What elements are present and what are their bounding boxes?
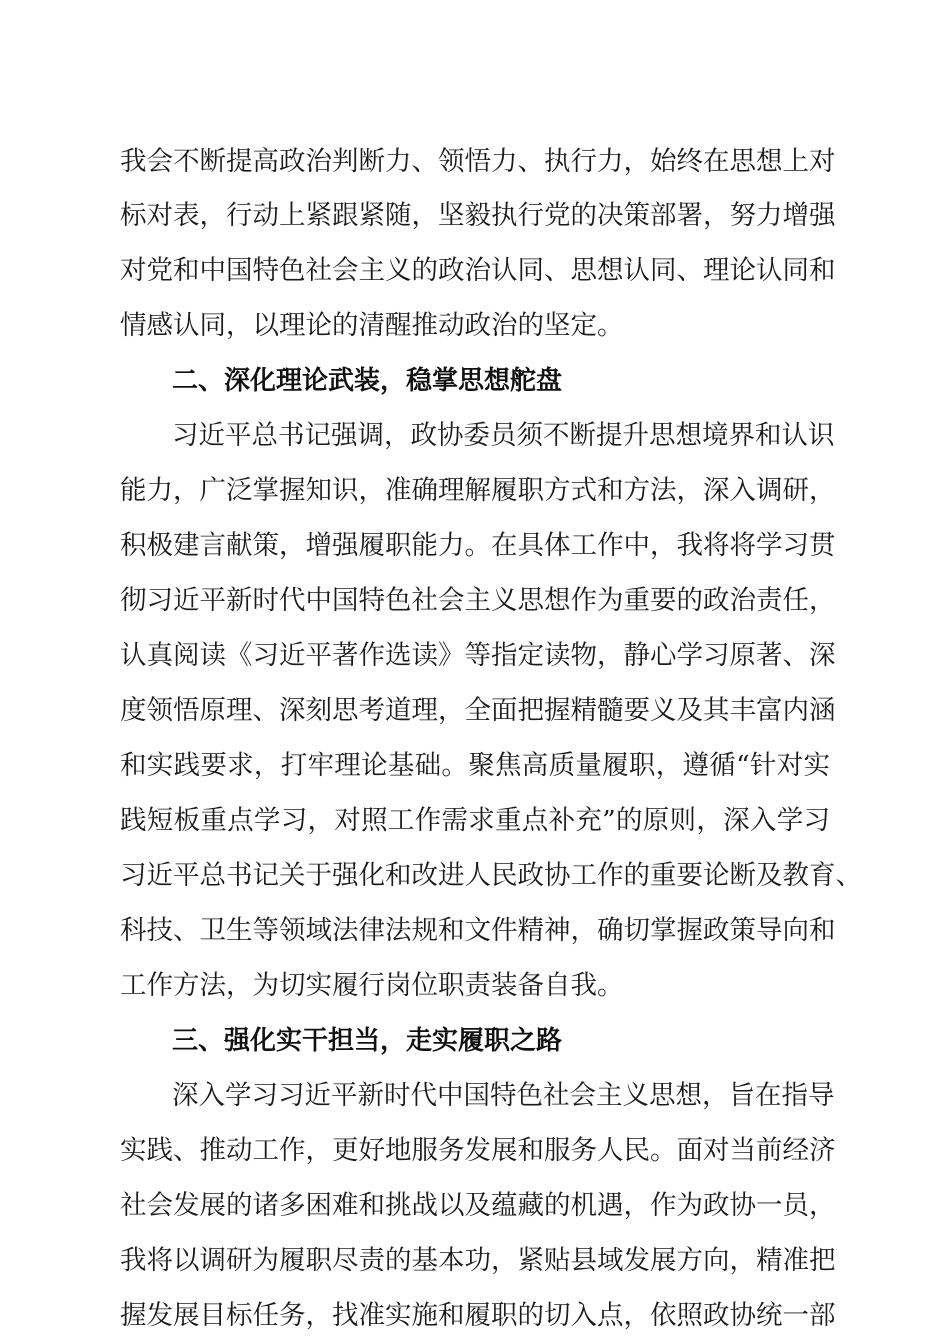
para2-line-5: 认真阅读《习近平著作选读》等指定读物，静心学习原著、深 (120, 640, 836, 671)
para2-line-2: 能力，广泛掌握知识，准确理解履职方式和方法，深入调研， (120, 475, 836, 506)
para1-line-1: 我会不断提高政治判断力、领悟力、执行力，始终在思想上对 (120, 146, 836, 177)
para3-line-1: 深入学习习近平新时代中国特色社会主义思想，旨在指导 (172, 1080, 835, 1111)
para2-line-3: 积极建言献策，增强履职能力。在具体工作中，我将将学习贯 (120, 530, 836, 561)
para2-line-8: 践短板重点学习，对照工作需求重点补充”的原则，深入学习 (120, 805, 830, 836)
para2-line-11: 工作方法，为切实履行岗位职责装备自我。 (120, 970, 624, 1001)
para3-line-3: 社会发展的诸多困难和挑战以及蕴藏的机遇，作为政协一员， (120, 1190, 836, 1221)
para3-line-2: 实践、推动工作，更好地服务发展和服务人民。面对当前经济 (120, 1135, 836, 1166)
para3-line-4: 我将以调研为履职尽责的基本功，紧贴县域发展方向，精准把 (120, 1245, 836, 1276)
para2-line-10: 科技、卫生等领域法律法规和文件精神，确切掌握政策导向和 (120, 915, 836, 946)
para2-line-4: 彻习近平新时代中国特色社会主义思想作为重要的政治责任， (120, 585, 836, 616)
section-heading-2: 二、深化理论武装，稳掌思想舵盘 (172, 366, 563, 396)
para2-line-7: 和实践要求，打牢理论基础。聚焦高质量履职，遵循“针对实 (120, 750, 830, 781)
para2-line-1: 习近平总书记强调，政协委员须不断提升思想境界和认识 (172, 420, 835, 451)
para2-line-6: 度领悟原理、深刻思考道理，全面把握精髓要义及其丰富内涵 (120, 695, 836, 726)
para2-line-9: 习近平总书记关于强化和改进人民政协工作的重要论断及教育、 (120, 860, 862, 891)
para1-line-2: 标对表，行动上紧跟紧随，坚毅执行党的决策部署，努力增强 (120, 200, 836, 231)
para3-line-5: 握发展目标任务，找准实施和履职的切入点，依照政协统一部 (120, 1300, 836, 1331)
section-heading-3: 三、强化实干担当，走实履职之路 (172, 1026, 563, 1056)
para1-line-4: 情感认同，以理论的清醒推动政治的坚定。 (120, 310, 624, 341)
para1-line-3: 对党和中国特色社会主义的政治认同、思想认同、理论认同和 (120, 255, 836, 286)
